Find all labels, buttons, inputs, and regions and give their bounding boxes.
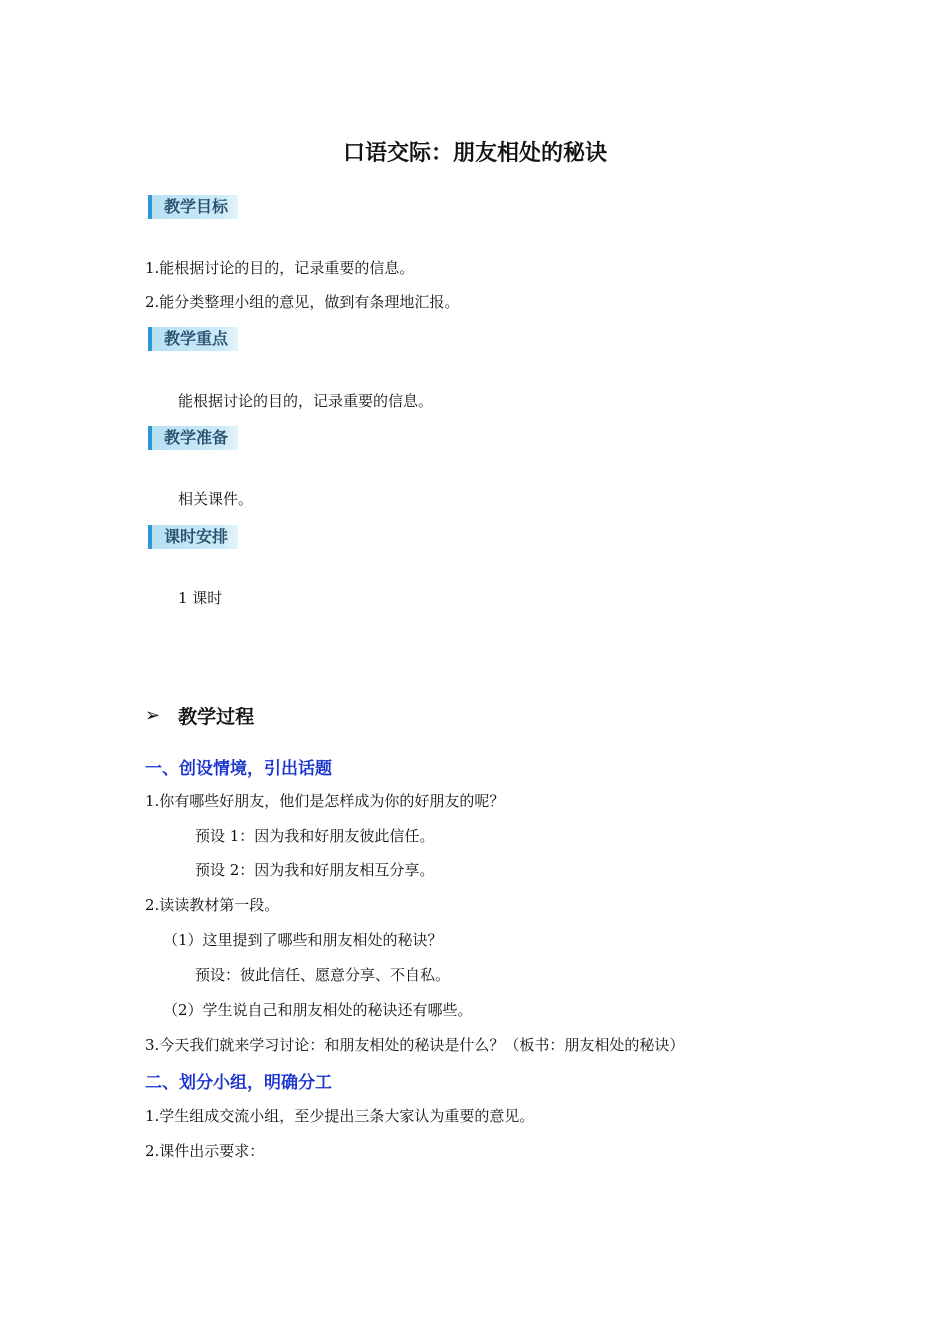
section1-line-1: 1.你有哪些好朋友，他们是怎样成为你的好朋友的呢？ (145, 792, 505, 810)
section1-line-5: （1）这里提到了哪些和朋友相处的秘诀？ (163, 931, 443, 949)
objective-item-1: 1.能根据讨论的目的，记录重要的信息。 (145, 259, 415, 277)
objective-item-2: 2.能分类整理小组的意见，做到有条理地汇报。 (145, 293, 460, 311)
page-title: 口语交际：朋友相处的秘诀 (342, 141, 607, 166)
tag-schedule: 课时安排 (148, 525, 238, 549)
tag-preparation: 教学准备 (148, 426, 238, 450)
schedule-text: 1 课时 (178, 589, 223, 607)
section1-line-4: 2.读读教材第一段。 (145, 896, 280, 914)
section1-line-2: 预设 1：因为我和好朋友彼此信任。 (195, 827, 435, 845)
section1-line-7: （2）学生说自己和朋友相处的秘诀还有哪些。 (163, 1001, 473, 1019)
tag-objectives: 教学目标 (148, 195, 238, 219)
section1-line-8: 3.今天我们就来学习讨论：和朋友相处的秘诀是什么？（板书：朋友相处的秘诀） (145, 1036, 685, 1054)
tag-key-points: 教学重点 (148, 327, 238, 351)
key-points-text: 能根据讨论的目的，记录重要的信息。 (178, 392, 434, 410)
section1-heading: 一、创设情境，引出话题 (145, 759, 332, 779)
process-heading-row (145, 702, 254, 729)
section2-line-2: 2.课件出示要求： (145, 1142, 265, 1160)
process-heading: 教学过程 (178, 706, 255, 728)
section2-heading: 二、划分小组，明确分工 (145, 1073, 332, 1093)
preparation-text: 相关课件。 (178, 490, 254, 508)
section1-line-3: 预设 2：因为我和好朋友相互分享。 (195, 861, 435, 879)
section1-line-6: 预设：彼此信任、愿意分享、不自私。 (195, 966, 451, 984)
section2-line-1: 1.学生组成交流小组，至少提出三条大家认为重要的意见。 (145, 1107, 535, 1125)
arrow-bullet-icon: ➢ (145, 705, 161, 726)
